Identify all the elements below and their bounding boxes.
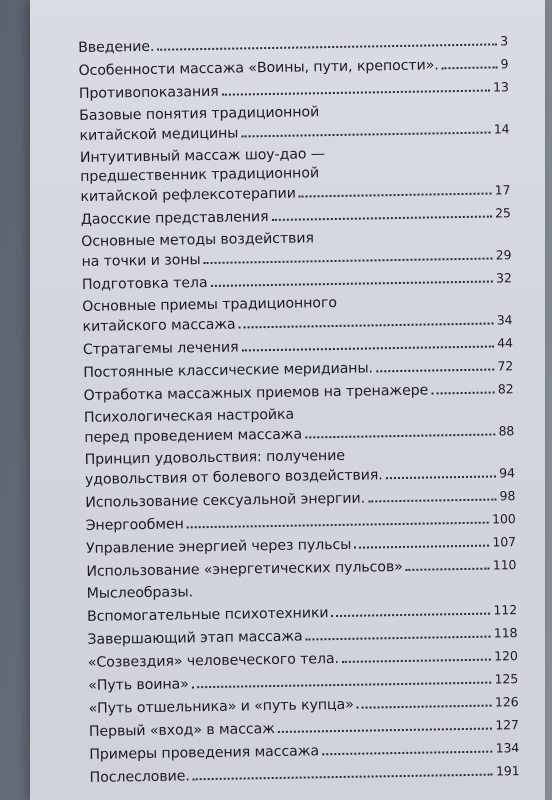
toc-entry xyxy=(81,226,512,272)
dot-leader xyxy=(157,43,497,50)
toc-page-number: 3 xyxy=(500,33,509,49)
toc-entry xyxy=(84,402,515,448)
toc-page-number: 94 xyxy=(499,465,515,481)
toc-entry-title: Использование «энергетических пульсов» xyxy=(86,558,403,580)
toc-entry-title: Использование сексуальной энергии. xyxy=(85,490,366,511)
toc-entry-title: Интуитивный массаж шоу-дао — xyxy=(79,146,326,166)
toc-page-number: 127 xyxy=(495,717,519,733)
toc-entry xyxy=(86,555,516,582)
toc-entry-title: Отработка массажных приемов на тренажере xyxy=(83,382,429,404)
toc-page-number: 29 xyxy=(495,247,512,263)
toc-entry xyxy=(82,291,513,337)
toc-page-number: 34 xyxy=(496,312,513,328)
dot-leader xyxy=(192,682,492,689)
toc-entry-line xyxy=(83,379,513,406)
dot-leader xyxy=(354,545,489,549)
toc-entry-title: удовольствия от болевого воздействия. xyxy=(84,467,383,488)
toc-entry xyxy=(83,333,513,360)
toc-entry-title: «Созвездия» человеческого тела. xyxy=(87,650,340,671)
toc-entry-line xyxy=(88,646,518,673)
dot-leader xyxy=(368,498,497,502)
toc-entry xyxy=(79,100,510,146)
toc-page-number: 125 xyxy=(494,671,519,687)
dot-leader xyxy=(299,193,492,198)
toc-entry-title: Примеры проведения массажа xyxy=(89,743,320,763)
toc-entry-line xyxy=(88,669,518,696)
toc-entry xyxy=(83,379,513,406)
dot-leader xyxy=(442,66,498,69)
toc-page-number: 82 xyxy=(497,381,514,397)
toc-entry-title: на точки и зоны xyxy=(81,252,201,270)
toc-page-number: 88 xyxy=(498,423,515,439)
toc-entry-line xyxy=(89,738,519,765)
toc-entry-title: перед проведением массажа xyxy=(84,426,303,446)
dot-leader xyxy=(306,636,491,641)
toc-entry-title: Принцип удовольствия: получение xyxy=(84,447,346,468)
toc-entry xyxy=(81,203,511,230)
toc-entry xyxy=(82,268,512,295)
dot-leader xyxy=(239,323,494,329)
toc-page-number: 191 xyxy=(495,763,520,779)
toc-entry-line xyxy=(83,333,513,360)
toc-entry-title: Противопоказания xyxy=(78,83,219,102)
toc-entry-title: «Путь воина» xyxy=(88,676,189,694)
toc-entry xyxy=(85,486,515,513)
dot-leader xyxy=(278,728,492,733)
toc-entry xyxy=(84,444,515,490)
toc-entry-title: предшественник традиционной xyxy=(80,165,320,185)
toc-entry xyxy=(88,646,518,673)
toc-entry-line xyxy=(85,486,515,513)
toc-entry-title: Завершающий этап массажа xyxy=(87,628,303,648)
toc-entry-line xyxy=(78,31,508,58)
toc-entry-line xyxy=(78,54,508,81)
toc-page-number: 110 xyxy=(492,557,517,573)
toc-entry-line xyxy=(79,77,509,104)
dot-leader xyxy=(222,90,490,96)
toc-entry-title: Вспомогательные психотехники xyxy=(86,605,329,625)
toc-entry xyxy=(87,623,517,650)
toc-entry-title: Энергообмен xyxy=(85,516,184,534)
toc-entry-title: китайской рефлексотерапии xyxy=(80,185,296,205)
dot-leader xyxy=(342,659,491,663)
toc-entry-title: китайской медицины xyxy=(79,125,239,144)
dot-leader xyxy=(357,705,492,709)
toc-page-number: 32 xyxy=(495,270,512,286)
toc-page-number: 120 xyxy=(494,648,518,664)
toc-entry-line xyxy=(87,623,517,650)
dot-leader xyxy=(204,258,493,265)
toc-entry-line xyxy=(86,509,516,536)
dot-leader xyxy=(386,475,497,479)
toc-page-number: 9 xyxy=(500,56,509,72)
toc-entry-line xyxy=(89,715,519,742)
toc-entry xyxy=(88,669,518,696)
toc-entry xyxy=(87,578,517,604)
toc-page-number: 134 xyxy=(495,740,520,756)
dot-leader xyxy=(305,433,496,438)
toc-entry-title: Постоянные классические меридианы. xyxy=(83,360,374,381)
toc-entry xyxy=(86,532,516,559)
toc-entry-title: Первый «вход» в массаж xyxy=(88,720,275,740)
dot-leader xyxy=(431,391,495,394)
toc-entry-title: Мыслеобразы. xyxy=(86,584,194,602)
toc-entry xyxy=(89,715,519,742)
dot-leader xyxy=(211,281,494,287)
toc-entry-title: Основные методы воздействия xyxy=(81,230,315,250)
toc-entry-title: Подготовка тела xyxy=(81,274,208,293)
dot-leader xyxy=(332,613,491,617)
dot-leader xyxy=(187,522,489,529)
toc-page-number: 100 xyxy=(491,511,516,527)
toc-entry xyxy=(89,761,519,788)
toc-entry xyxy=(78,54,508,81)
toc-page-number: 17 xyxy=(494,182,511,198)
toc-entry xyxy=(87,600,517,627)
toc-entry-title: Послесловие. xyxy=(89,768,190,786)
toc-page-number: 44 xyxy=(497,335,513,351)
toc-page-number: 72 xyxy=(497,358,514,374)
toc-entry-title: Психологическая настройка xyxy=(83,406,295,426)
toc-entry xyxy=(86,509,516,536)
toc-page-number: 126 xyxy=(494,694,519,710)
dot-leader xyxy=(193,774,493,781)
dot-leader xyxy=(241,346,494,352)
toc-page-number: 13 xyxy=(492,79,509,95)
dot-leader xyxy=(272,216,493,221)
book-page xyxy=(30,0,545,800)
table-of-contents xyxy=(78,31,520,791)
dot-leader xyxy=(241,132,491,138)
toc-entry-title: Стратагемы лечения xyxy=(82,339,239,358)
toc-page-number: 112 xyxy=(493,602,518,618)
toc-entry xyxy=(79,77,509,104)
toc-entry-title: Введение. xyxy=(78,38,155,56)
toc-entry-title: Управление энергией через пульсы xyxy=(85,536,352,557)
dot-leader xyxy=(376,368,495,372)
dot-leader xyxy=(322,751,493,756)
toc-page-number: 98 xyxy=(499,488,516,504)
toc-entry-line xyxy=(82,268,512,295)
toc-entry-line xyxy=(86,532,516,559)
toc-entry xyxy=(78,31,508,58)
toc-entry xyxy=(89,738,519,765)
toc-page-number: 25 xyxy=(494,205,511,221)
dot-leader xyxy=(406,568,490,571)
toc-entry-line xyxy=(86,555,516,582)
toc-entry-line xyxy=(87,600,517,627)
toc-entry-title: Даосские представления xyxy=(80,209,269,228)
toc-entry-title: Основные приемы традиционного xyxy=(82,294,337,315)
toc-entry-title: Особенности массажа «Воины, пути, крепости». xyxy=(78,57,439,79)
toc-entry xyxy=(88,692,518,719)
toc-entry-title: «Путь отшельника» и «путь купца» xyxy=(88,696,354,717)
toc-entry-title: Базовые понятия традиционной xyxy=(79,104,320,124)
toc-page-number: 14 xyxy=(493,121,510,137)
toc-entry-line xyxy=(88,692,518,719)
toc-entry xyxy=(83,356,513,383)
toc-page-number: 107 xyxy=(492,534,517,550)
toc-entry-line xyxy=(89,761,519,788)
toc-entry-line xyxy=(87,578,517,604)
toc-entry-title: китайского массажа xyxy=(82,316,236,335)
toc-page-number: 118 xyxy=(493,625,518,641)
toc-entry xyxy=(80,142,511,207)
toc-entry-line xyxy=(81,203,511,230)
toc-entry-line xyxy=(83,356,513,383)
